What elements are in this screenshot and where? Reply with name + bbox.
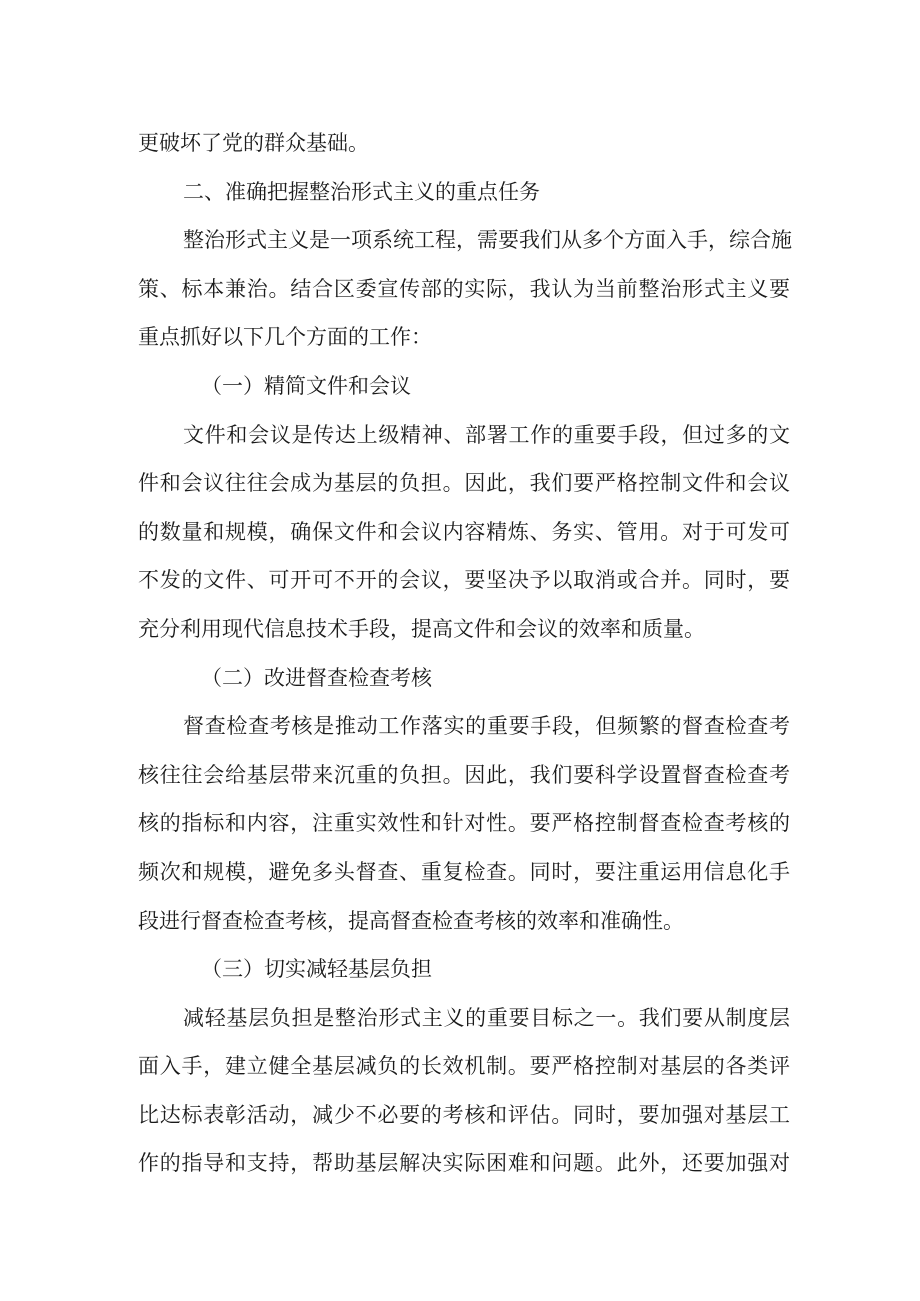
paragraph-line: 整治形式主义是一项系统工程，需要我们从多个方面入手，综合施	[183, 228, 792, 253]
subsection-heading: （三）切实减轻基层负担	[201, 957, 432, 982]
paragraph-line: 的数量和规模，确保文件和会议内容精炼、务实、管用。对于可发可	[138, 519, 790, 544]
paragraph-line: 重点抓好以下几个方面的工作：	[138, 325, 432, 350]
paragraph-line: 比达标表彰活动，减少不必要的考核和评估。同时，要加强对基层工	[138, 1102, 790, 1127]
paragraph-line: 段进行督查检查考核，提高督查检查考核的效率和准确性。	[138, 908, 684, 933]
paragraph-line: 核往往会给基层带来沉重的负担。因此，我们要科学设置督查检查考	[138, 762, 790, 787]
paragraph-line: 作的指导和支持，帮助基层解决实际困难和问题。此外，还要加强对	[138, 1151, 790, 1176]
paragraph-line: 策、标本兼治。结合区委宣传部的实际，我认为当前整治形式主义要	[138, 276, 790, 301]
paragraph-line: 频次和规模，避免多头督查、重复检查。同时，要注重运用信息化手	[138, 859, 790, 884]
subsection-heading: （一）精简文件和会议	[201, 373, 411, 398]
paragraph-line: 充分利用现代信息技术手段，提高文件和会议的效率和质量。	[138, 616, 705, 641]
document-body	[138, 119, 790, 1188]
paragraph-line: 更破坏了党的群众基础。	[138, 131, 369, 155]
paragraph-line: 面入手，建立健全基层减负的长效机制。要严格控制对基层的各类评	[138, 1054, 790, 1079]
paragraph-line: 文件和会议是传达上级精神、部署工作的重要手段，但过多的文	[183, 422, 790, 447]
section-heading: 二、准确把握整治形式主义的重点任务	[183, 179, 540, 204]
paragraph-line: 减轻基层负担是整治形式主义的重要目标之一。我们要从制度层	[183, 1005, 790, 1030]
paragraph-line: 不发的文件、可开可不开的会议，要坚决予以取消或合并。同时，要	[138, 568, 790, 593]
paragraph-line: 督查检查考核是推动工作落实的重要手段，但频繁的督查检查考	[183, 714, 790, 739]
paragraph-line: 件和会议往往会成为基层的负担。因此，我们要严格控制文件和会议	[138, 471, 790, 496]
paragraph-line: 核的指标和内容，注重实效性和针对性。要严格控制督查检查考核的	[138, 811, 790, 836]
subsection-heading: （二）改进督查检查考核	[201, 665, 432, 690]
